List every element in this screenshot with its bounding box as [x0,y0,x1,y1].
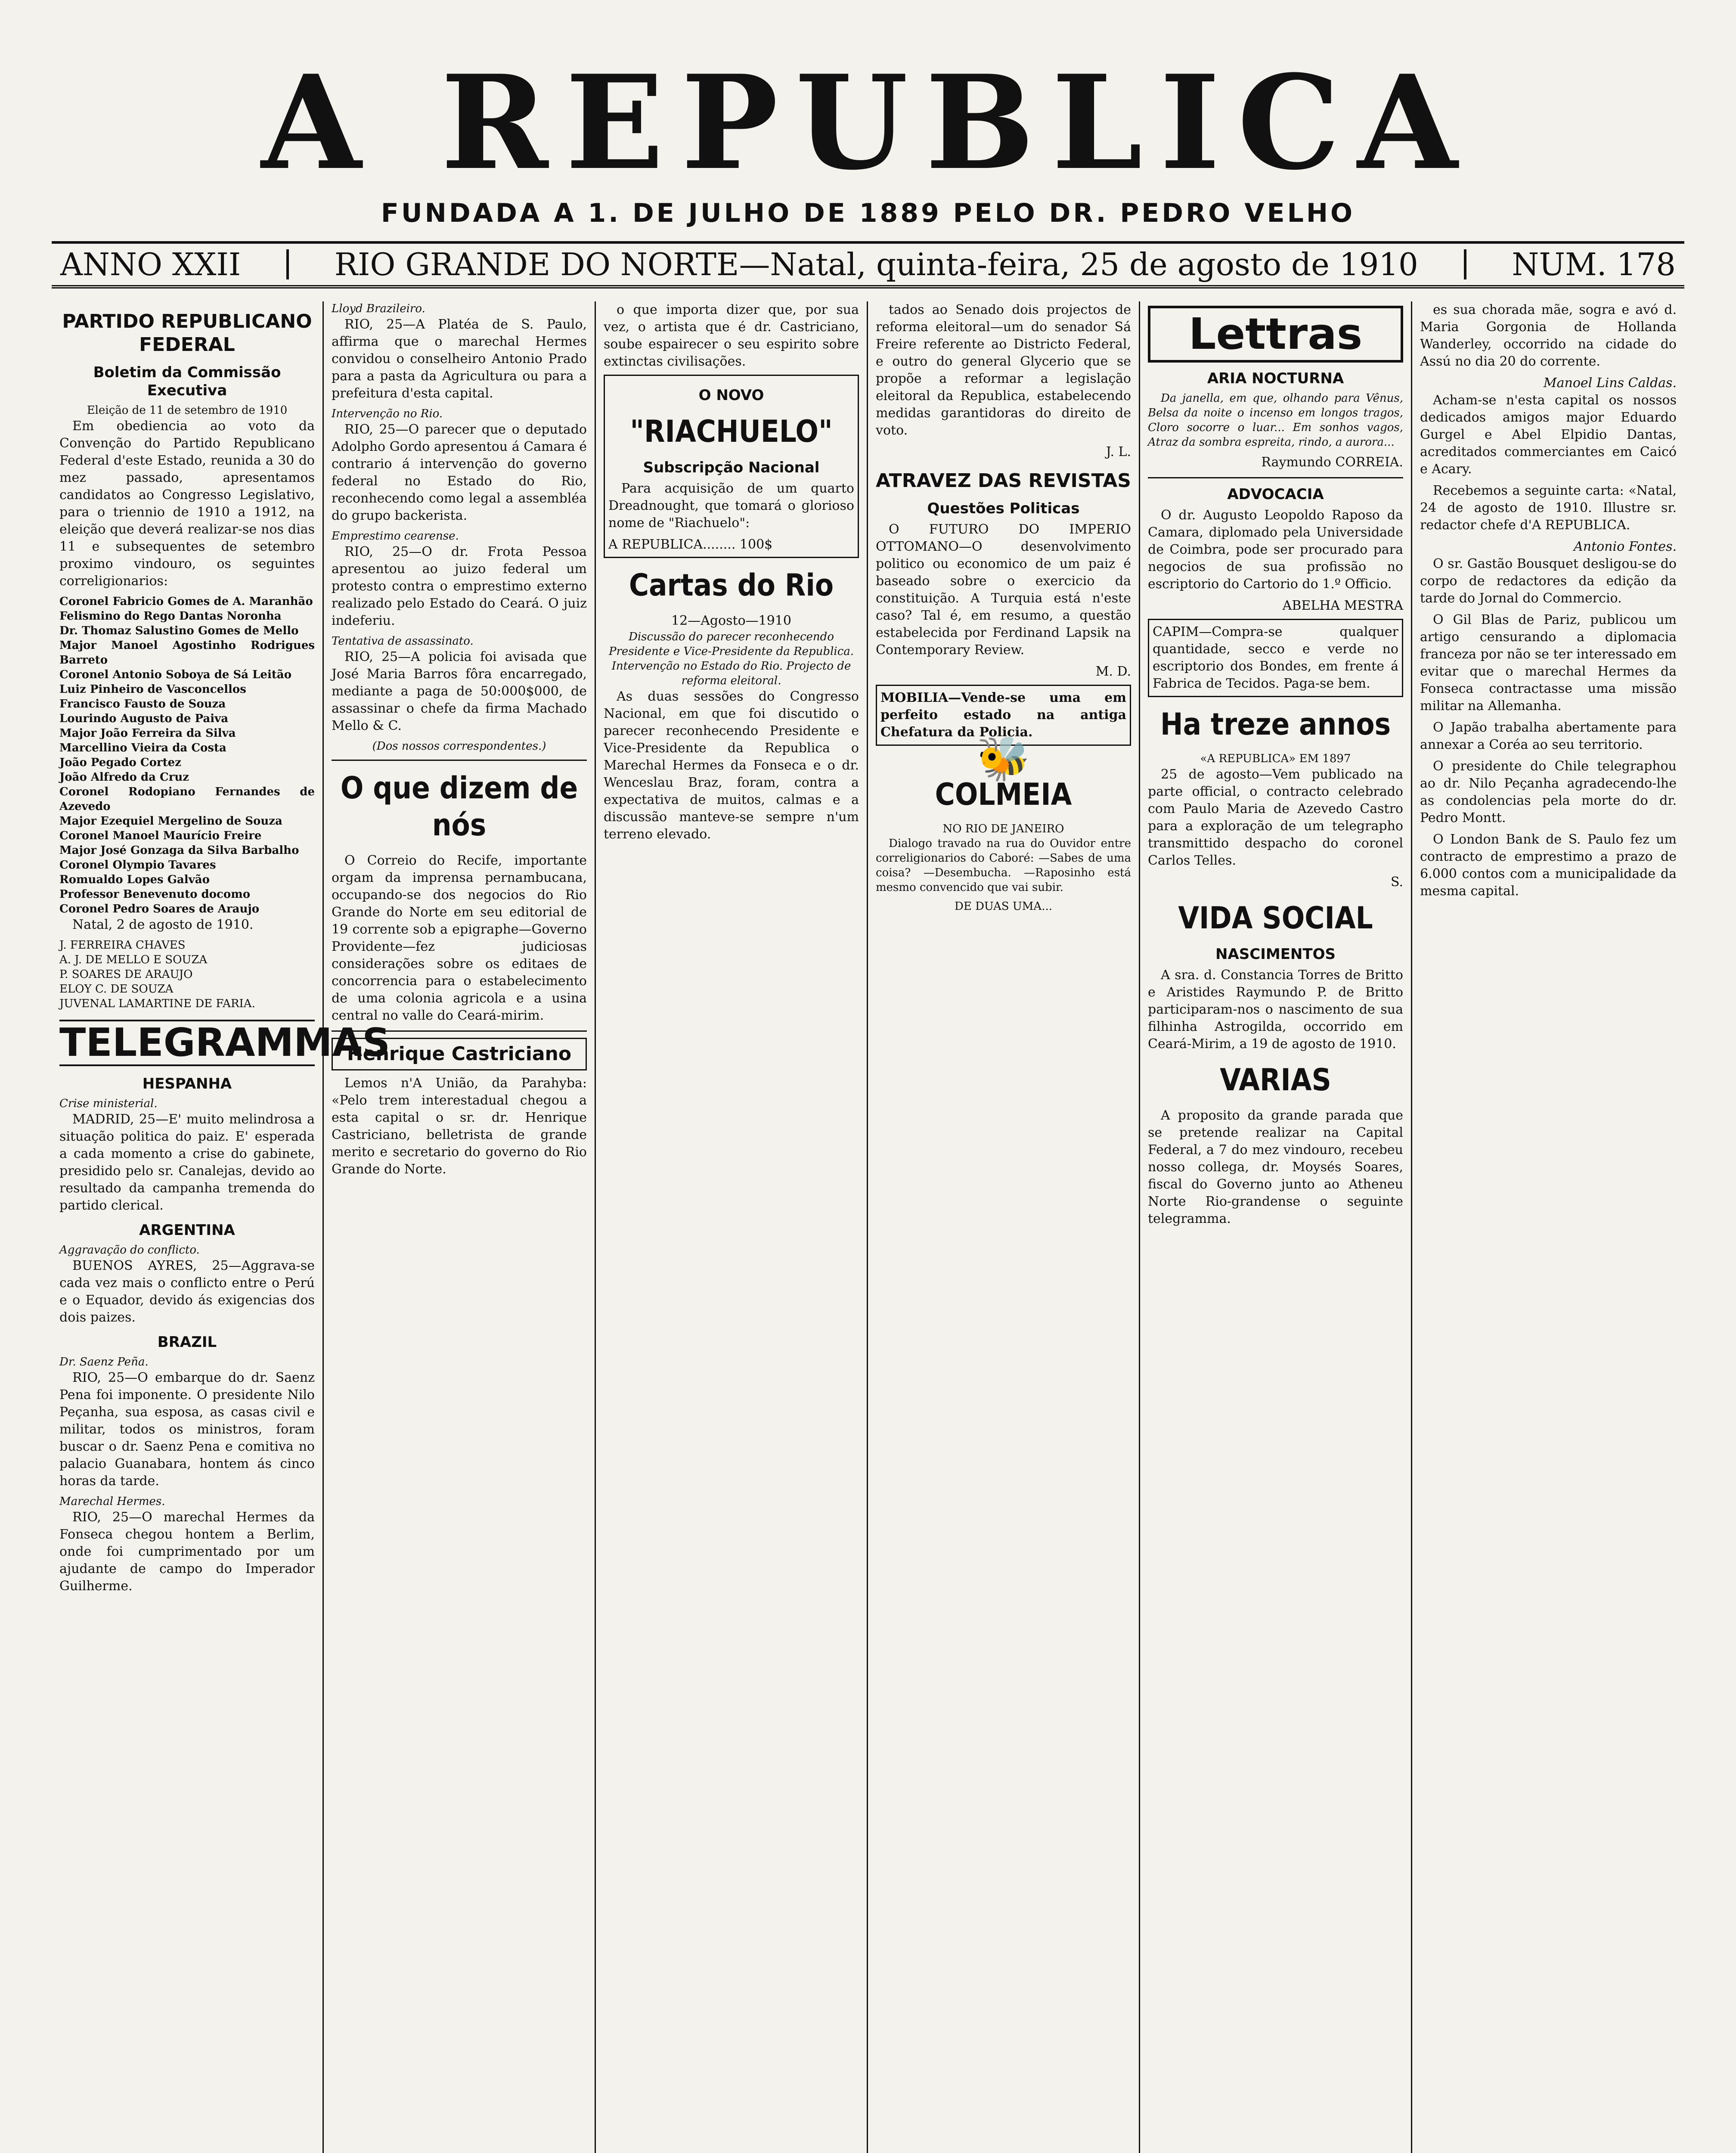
spain-text: MADRID, 25—E' muito melindrosa a situação politica do paiz. E' esperada a cada momento a crise do gabinete, presidido pelo sr. Canalejas, devido ao resultado da campanha tremenda do partido clerical. [59,1112,315,1213]
treze-sign: S. [1390,875,1403,890]
vida-heading: VIDA SOCIAL [1178,900,1373,936]
spain-heading: HESPANHA [142,1075,232,1092]
colmeia-heading: COLMEIA [935,777,1072,812]
candidate: Professor Benevenuto docomo [59,888,251,901]
odizem-heading: O que dizem de nós [340,770,578,843]
treze-heading: Ha treze annos [1160,707,1391,742]
col6-text5: O Japão trabalha abertamente para annexar a Coréa ao seu territorio. [1420,720,1677,752]
col6-intro: es sua chorada mãe, sogra e avó d. Maria Gorgonia de Hollanda Wanderley, occorrido na cidade do Assú no dia 20 do corrente. [1420,302,1677,369]
column-4 [868,301,1140,2153]
col6-text1: Acham-se n'esta capital os nossos dedicados amigos major Eduardo Gurgel e Abel Elpidio Dantas, acreditados commerciantes em Caicó e Acary. [1420,393,1677,477]
candidate: Romualdo Lopes Galvão [59,873,210,886]
subscricao-heading: Subscripção Nacional [643,459,820,476]
newspaper-title: A REPUBLICA [261,47,1475,199]
election-line: Eleição de 11 de setembro de 1910 [87,404,288,417]
telegrams-heading: TELEGRAMMAS [59,1020,391,1065]
signer: A. J. DE MELLO E SOUZA [59,953,208,966]
treze-sub: «A REPUBLICA» EM 1897 [1200,752,1351,765]
tentativa-sub: Tentativa de assassinato. [332,635,474,648]
candidate: Coronel Olympio Tavares [59,859,216,872]
advocacia-heading: ADVOCACIA [1227,486,1324,503]
founded-line: FUNDADA A 1. DE JULHO DE 1889 PELO DR. PEDRO VELHO [381,198,1355,228]
masthead [52,47,1684,228]
colmeia-text: Dialogo travado na rua do Ouvidor entre correligionarios do Caboré: —Sabes de uma coisa? —Desembucha. —Raposinho está mesmo convencido que vai subir. [876,837,1131,894]
candidate: Major Manoel Agostinho Rodrigues Barreto [59,639,315,667]
henrique-heading: Henrique Castriciano [332,1038,587,1070]
bee-icon: 🐝 [976,733,1030,784]
candidate: Major José Gonzaga da Silva Barbalho [59,844,299,857]
signer: P. SOARES DE ARAUJO [59,968,193,981]
candidate: Francisco Fausto de Souza [59,698,226,710]
divider [1464,249,1466,279]
brazil-sub: Dr. Saenz Peña. [59,1356,149,1368]
bulletin-heading: Boletim da Commissão Executiva [93,364,281,399]
atravez-text: O FUTURO DO IMPERIO OTTOMANO—O desenvolvimento politico ou economico de um paiz é baseado sobre o exercicio da constituição. A Turquia está n'este caso? Tal é, em resumo, a questão estabelecida por Ferdinand Lapsik na Contemporary Review. [876,522,1131,658]
atravez-heading: ATRAVEZ DAS REVISTAS [876,470,1131,492]
place-date: RIO GRANDE DO NORTE—Natal, quinta-feira, 25 de agosto de 1910 [334,246,1418,282]
signature: Antonio Fontes. [1574,539,1677,554]
candidate: Felismino do Rego Dantas Noronha [59,610,282,623]
col6-text4: O Gil Blas de Pariz, publicou um artigo censurando a diplomacia franceza por não se ter interessado em evitar que o marechal Hermes da Fonseca contractasse uma missão militar na Allemanha. [1420,612,1677,714]
candidate: Marcellino Vieira da Costa [59,741,226,754]
divider [332,760,587,761]
candidate: Major Ezequiel Mergelino de Souza [59,815,282,828]
column-6 [1412,301,1684,2153]
brazil-heading: BRAZIL [157,1334,217,1351]
brazil-text: RIO, 25—O embarque do dr. Saenz Pena foi imponente. O presidente Nilo Peçanha, sua esposa, as casas civil e militar, todos os ministros, foram buscar o dr. Saenz Pena e comitiva no palacio Guanabara, hontem ás cinco horas da tarde. [59,1370,315,1489]
poem: Da janella, em que, olhando para Vênus, Belsa da noite o incenso em longos tragos, Cloro socorre o luar... Em sonhos vagos, Atraz da sombra espreita, rindo, a aurora... [1148,392,1403,449]
argentina-heading: ARGENTINA [139,1222,235,1239]
candidate: João Pegado Cortez [59,756,181,769]
advocacia-text: O dr. Augusto Leopoldo Raposo da Camara, diplomado pela Universidade de Coimbra, pode ser procurado para negocios de sua profissão no escriptorio do Cartorio do 1.º Officio. [1148,508,1403,592]
candidate: Coronel Antonio Soboya de Sá Leitão [59,668,292,681]
candidate: Coronel Pedro Soares de Araujo [59,903,260,915]
lloyd-text: RIO, 25—A Platéa de S. Paulo, affirma que o marechal Hermes convidou o conselheiro Antonio Prado para a pasta da Agricultura ou para a prefeitura d'esta capital. [332,317,587,401]
aria-heading: ARIA NOCTURNA [1207,370,1344,387]
cartas-heading: Cartas do Rio [629,568,834,603]
issue-number: NUM. 178 [1512,246,1676,282]
argentina-text: BUENOS AYRES, 25—Aggrava-se cada vez mais o conflicto entre o Perú e o Equador, devido ás exigencias dos dois paizes. [59,1258,315,1325]
hermes-text: RIO, 25—O marechal Hermes da Fonseca chegou hontem a Berlim, onde foi cumprimentado por um ajudante de campo do Imperador Guilherme. [59,1510,315,1594]
cartas-text: As duas sessões do Congresso Nacional, em que foi discutido o parecer reconhecendo Presidente e Vice-Presidente da Republica o Marechal Hermes da Fonseca e o dr. Wenceslau Braz, foram, contra a expectativa de muitos, calmas e a discussão manteve-se sempre n'um terreno elevado. [604,689,859,842]
capim-ad: CAPIM—Compra-se qualquer quantidade, secco e verde no escriptorio dos Bondes, em frente á Fabrica de Tecidos. Paga-se bem. [1148,619,1403,697]
nascimentos-heading: NASCIMENTOS [1215,946,1336,963]
divider [1148,477,1403,478]
candidate: João Alfredo da Cruz [59,771,189,784]
columns [52,301,1684,2153]
col6-text2: Recebemos a seguinte carta: «Natal, 24 de agosto de 1910. Illustre sr. redactor chefe d'A REPUBLICA. [1420,483,1677,533]
riachuelo-head: O NOVO [698,387,764,404]
lettras-heading: Lettras [1148,306,1403,363]
lloyd-sub: Lloyd Brazileiro. [332,302,425,315]
col4-intro: tados ao Senado dois projectos de reforma eleitoral—um do senador Sá Freire referente ao Districto Federal, e outro do general Glycerio que se propõe a reformar a legislação eleitoral da Republica, estabelecendo medidas garantidoras do direito de voto. [876,302,1131,438]
candidate: Luiz Pinheiro de Vasconcellos [59,683,246,696]
divider [332,1030,587,1032]
odizem-text: O Correio do Recife, importante orgam da imprensa pernambucana, occupando-se dos negocios do Rio Grande do Norte em seu editorial de 19 corrente sob a epigraphe—Governo Providente—fez judiciosas considerações sobre os editaes de concorrencia para o estabelecimento de uma colonia agricola e a usina central no valle do Ceará-mirim. [332,853,587,1023]
hermes-sub: Marechal Hermes. [59,1495,165,1508]
column-2 [324,301,596,2153]
candidate-list [59,594,315,916]
year-label: ANNO XXII [60,246,241,282]
signature: J. L. [1106,444,1131,459]
intervencao-text: RIO, 25—O parecer que o deputado Adolpho Gordo apresentou á Camara é contrario á intervenção do governo federal no Estado do Rio, reconhecendo como legal a assembléa do grupo backerista. [332,422,587,523]
candidate: Coronel Rodopiano Fernandes de Azevedo [59,785,315,813]
cartas-summary: Discussão do parecer reconhecendo Presidente e Vice-Presidente da Republica. Intervenção no Estado do Rio. Projecto de reforma eleitoral. [608,630,854,687]
riachuelo-box [604,375,859,558]
signature: Manoel Lins Caldas. [1543,375,1677,391]
signature: M. D. [1095,664,1131,679]
candidate: Coronel Manoel Maurício Freire [59,829,262,842]
henrique-text: Lemos n'A União, da Parahyba: «Pelo trem interestadual chegou a esta capital o sr. dr. Henrique Castriciano, belletrista de grande merito e secretario do governo do Rio Grande do Norte. [332,1076,587,1177]
tentativa-text: RIO, 25—A policia foi avisada que José Maria Barros fôra encarregado, mediante a paga de 50:000$000, de assassinar o chefe da firma Machado Mello & C. [332,649,587,733]
col6-text3: O sr. Gastão Bousquet desligou-se do corpo de redactores da edição da tarde do Jornal do Commercio. [1420,556,1677,606]
col6-text6: O presidente do Chile telegraphou ao dr. Nilo Peçanha agradecendo-lhe as condolencias pela morte do dr. Pedro Montt. [1420,759,1677,825]
intervencao-sub: Intervenção no Rio. [332,407,443,420]
emprestimo-text: RIO, 25—O dr. Frota Pessoa apresentou ao juizo federal um protesto contra o emprestimo externo realizado pelo Estado do Ceará. O juiz indeferiu. [332,544,587,628]
colmeia-sub: NO RIO DE JANEIRO [942,822,1064,835]
treze-text: 25 de agosto—Vem publicado na parte official, o contracto celebrado com Paulo Maria de Azevedo Castro para a exploração de um telegrapho transmittido despacho do coronel Carlos Telles. [1148,767,1403,868]
correspondents: (Dos nossos correspondentes.) [372,740,546,753]
mobilia-ad: MOBILIA—Vende-se uma em perfeito estado na antiga Chefatura da Policia. [876,685,1131,746]
party-heading: PARTIDO REPUBLICANO FEDERAL [62,310,312,356]
column-3 [596,301,868,2153]
party-text: Em obediencia ao voto da Convenção do Partido Republicano Federal d'este Estado, reunida a 30 do mez passado, apresentamos candidatos ao Congresso Legislativo, para o triennio de 1910 a 1912, na eleição que deverá realizar-se nos dias 11 e subsequentes de setembro proximo vindouro, os seguintes correligionarios: [59,419,315,589]
cartas-date: 12—Agosto—1910 [671,613,791,628]
riachuelo-value: A REPUBLICA........ 100$ [608,537,773,552]
dateline [52,241,1684,289]
emprestimo-sub: Emprestimo cearense. [332,530,459,543]
riachuelo-text: Para acquisição de um quarto Dreadnought, que tomará o glorioso nome de "Riachuelo": [608,481,854,530]
colmeia-sign: DE DUAS UMA... [954,900,1052,913]
signer: J. FERREIRA CHAVES [59,939,186,952]
questoes-heading: Questões Politicas [927,500,1080,517]
candidate: Lourindo Augusto de Paiva [59,712,229,725]
col3-intro: o que importa dizer que, por sua vez, o artista que é dr. Castriciano, soube espairecer o seu espirito sobre extinctas civilisações. [604,302,859,369]
divider [286,249,289,279]
candidate: Coronel Fabricio Gomes de A. Maranhão [59,595,313,608]
signed-date: Natal, 2 de agosto de 1910. [72,917,254,932]
varias-text: A proposito da grande parada que se pretende realizar na Capital Federal, a 7 do mez vindouro, recebeu nosso collega, dr. Moysés Soares, fiscal do Governo junto ao Atheneu Norte Rio-grandense o seguinte telegramma. [1148,1108,1403,1226]
column-5 [1140,301,1412,2153]
signer: JUVENAL LAMARTINE DE FARIA. [59,997,255,1010]
argentina-sub: Aggravação do conflicto. [59,1244,200,1256]
candidate: Dr. Thomaz Salustino Gomes de Mello [59,624,299,637]
poet: Raymundo CORREIA. [1261,455,1403,470]
abelha: ABELHA MESTRA [1282,598,1403,613]
varias-heading: VARIAS [1220,1062,1331,1098]
spain-sub: Crise ministerial. [59,1097,158,1110]
signer: ELOY C. DE SOUZA [59,983,174,996]
vida-text: A sra. d. Constancia Torres de Britto e Aristides Raymundo P. de Britto participaram-nos o nascimento de sua filhinha Astrogilda, occorrido em Ceará-Mirim, a 19 de agosto de 1910. [1148,968,1403,1052]
candidate: Major João Ferreira da Silva [59,727,236,740]
riachuelo-title: "RIACHUELO" [630,414,833,449]
col6-text7: O London Bank de S. Paulo fez um contracto de emprestimo a prazo de 6.000 contos com a municipalidade da mesma capital. [1420,832,1677,899]
